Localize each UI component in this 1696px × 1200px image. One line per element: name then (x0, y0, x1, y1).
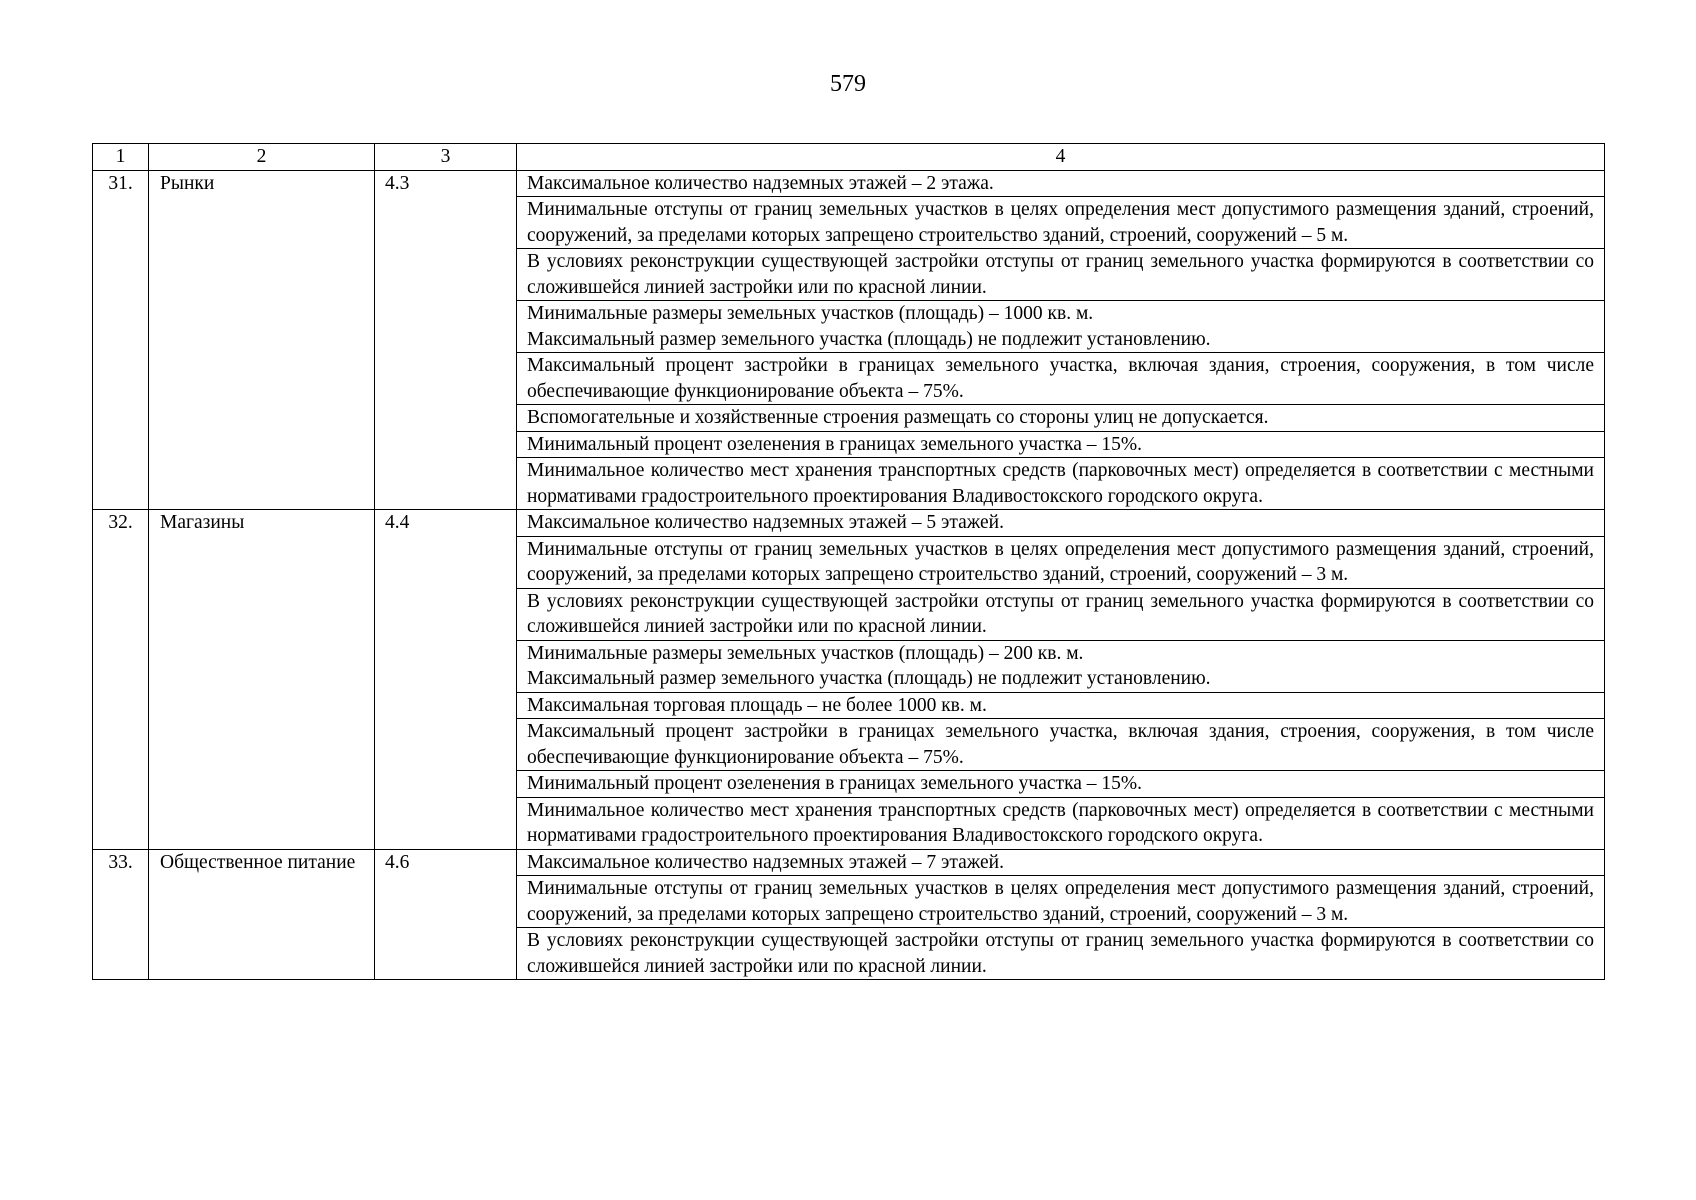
parameter-text: В условиях реконструкции существующей застройки отступы от границ земельного участка формируются в соответствии со сложившейся линией застройки или по красной линии. (517, 588, 1605, 640)
parameter-text: Максимальное количество надземных этажей – 7 этажей. (517, 849, 1605, 876)
header-cell-4: 4 (517, 144, 1605, 171)
page-number: 579 (830, 71, 866, 97)
row-number: 33. (93, 849, 149, 980)
parameter-text: Минимальные размеры земельных участков (площадь) – 200 кв. м. Максимальный размер земельного участка (площадь) не подлежит установлению. (517, 640, 1605, 692)
parameter-text: Минимальные отступы от границ земельных участков в целях определения мест допустимого размещения зданий, строений, сооружений, за пределами которых запрещено строительство зданий, строений, сооружений – 5 м. (517, 197, 1605, 249)
regulations-table (92, 143, 1605, 980)
use-type-name: Общественное питание (149, 849, 375, 980)
parameter-text: В условиях реконструкции существующей застройки отступы от границ земельного участка формируются в соответствии со сложившейся линией застройки или по красной линии. (517, 928, 1605, 980)
row-number: 31. (93, 170, 149, 510)
row-number: 32. (93, 510, 149, 850)
use-type-code: 4.3 (375, 170, 517, 510)
parameter-text: Минимальные отступы от границ земельных участков в целях определения мест допустимого размещения зданий, строений, сооружений, за пределами которых запрещено строительство зданий, строений, сооружений – 3 м. (517, 536, 1605, 588)
parameter-text: Минимальное количество мест хранения транспортных средств (парковочных мест) определяется в соответствии с местными нормативами градостроительного проектирования Владивостокского городского округа. (517, 458, 1605, 510)
parameter-text: Максимальная торговая площадь – не более 1000 кв. м. (517, 692, 1605, 719)
use-type-code: 4.6 (375, 849, 517, 980)
table-body (93, 170, 1605, 980)
table-row (93, 170, 1605, 197)
table-row (93, 510, 1605, 537)
header-cell-3: 3 (375, 144, 517, 171)
parameter-text: Минимальный процент озеленения в границах земельного участка – 15%. (517, 431, 1605, 458)
table-row (93, 849, 1605, 876)
header-cell-2: 2 (149, 144, 375, 171)
header-cell-1: 1 (93, 144, 149, 171)
use-type-code: 4.4 (375, 510, 517, 850)
parameter-text: Вспомогательные и хозяйственные строения размещать со стороны улиц не допускается. (517, 405, 1605, 432)
parameter-text: В условиях реконструкции существующей застройки отступы от границ земельного участка формируются в соответствии со сложившейся линией застройки или по красной линии. (517, 249, 1605, 301)
parameter-text: Максимальный процент застройки в границах земельного участка, включая здания, строения, сооружения, в том числе обеспечивающие функционирование объекта – 75%. (517, 719, 1605, 771)
table-header-row (93, 144, 1605, 171)
use-type-name: Рынки (149, 170, 375, 510)
parameter-text: Максимальный процент застройки в границах земельного участка, включая здания, строения, сооружения, в том числе обеспечивающие функционирование объекта – 75%. (517, 353, 1605, 405)
parameter-text: Минимальное количество мест хранения транспортных средств (парковочных мест) определяется в соответствии с местными нормативами градостроительного проектирования Владивостокского городского округа. (517, 797, 1605, 849)
parameter-text: Минимальные отступы от границ земельных участков в целях определения мест допустимого размещения зданий, строений, сооружений, за пределами которых запрещено строительство зданий, строений, сооружений – 3 м. (517, 876, 1605, 928)
parameter-text: Максимальное количество надземных этажей – 2 этажа. (517, 170, 1605, 197)
parameter-text: Минимальные размеры земельных участков (площадь) – 1000 кв. м. Максимальный размер земельного участка (площадь) не подлежит установлению. (517, 301, 1605, 353)
parameter-text: Минимальный процент озеленения в границах земельного участка – 15%. (517, 771, 1605, 798)
parameter-text: Максимальное количество надземных этажей – 5 этажей. (517, 510, 1605, 537)
use-type-name: Магазины (149, 510, 375, 850)
